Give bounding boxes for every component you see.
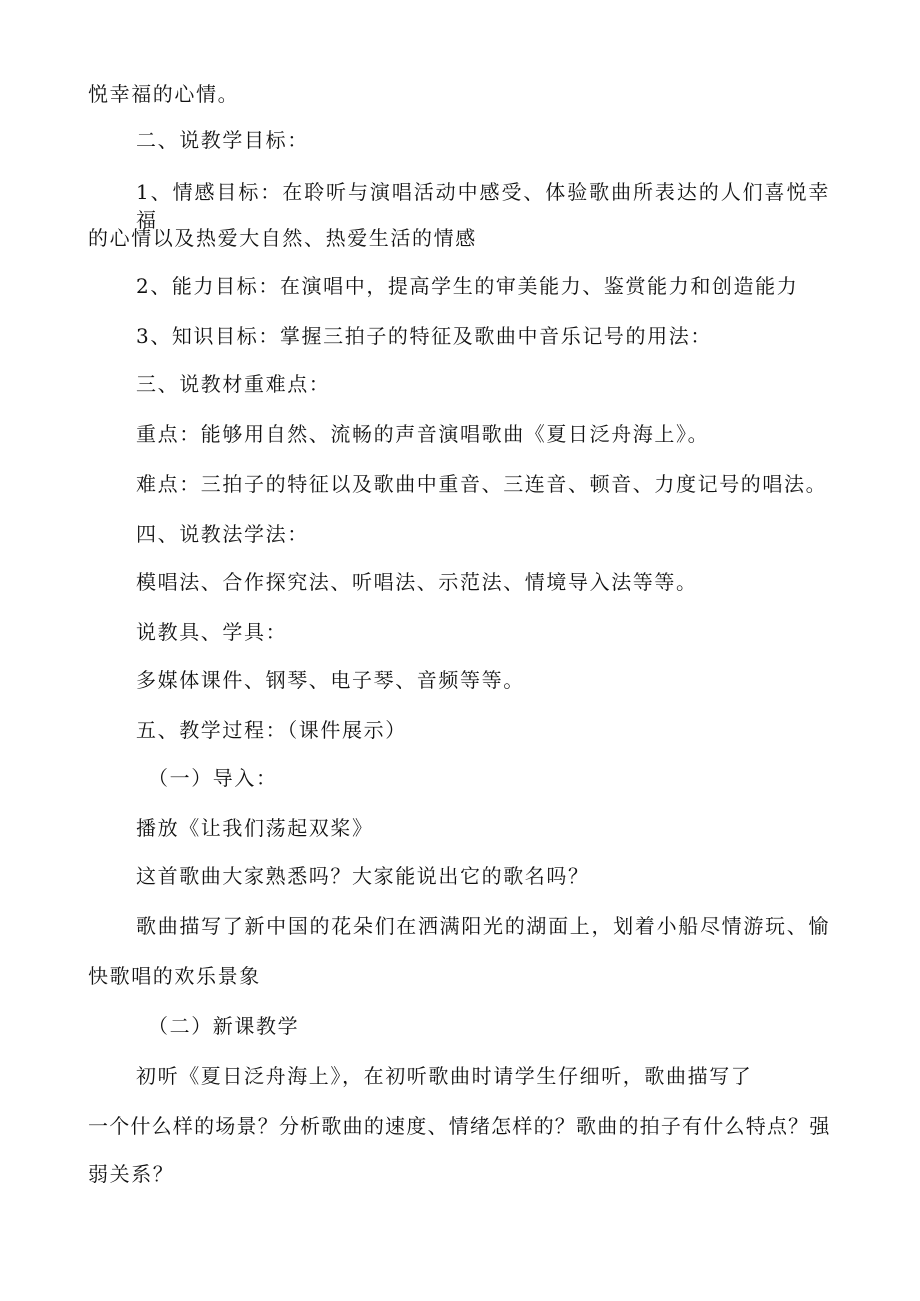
text-line-difficult-point: 难点：三拍子的特征以及歌曲中重音、三连音、顿音、力度记号的唱法。 <box>136 472 828 496</box>
heading-teaching-methods: 四、说教法学法： <box>136 522 309 546</box>
text-line-analysis: 一个什么样的场景？分析歌曲的速度、情绪怎样的？歌曲的拍子有什么特点？强 <box>88 1114 830 1138</box>
heading-teaching-aids: 说教具、学具： <box>136 620 288 644</box>
heading-new-lesson: （二）新课教学 <box>148 1014 300 1038</box>
text-line-methods: 模唱法、合作探究法、听唱法、示范法、情境导入法等等。 <box>136 570 698 594</box>
text-line-ability-goal: 2、能力目标：在演唱中，提高学生的审美能力、鉴赏能力和创造能力 <box>136 274 799 298</box>
heading-introduction: （一）导入： <box>148 766 278 790</box>
heading-teaching-goals: 二、说教学目标： <box>136 128 309 152</box>
text-line-knowledge-goal: 3、知识目标：掌握三拍子的特征及歌曲中音乐记号的用法： <box>136 324 712 348</box>
heading-key-difficult-points: 三、说教材重难点： <box>136 372 331 396</box>
text-line-question: 这首歌曲大家熟悉吗？大家能说出它的歌名吗？ <box>136 864 590 888</box>
text-line-1: 悦幸福的心情。 <box>88 82 240 106</box>
text-line-play-song: 播放《让我们荡起双桨》 <box>136 816 374 840</box>
text-line-first-listen: 初听《夏日泛舟海上》，在初听歌曲时请学生仔细听，歌曲描写了 <box>136 1064 753 1088</box>
text-line-song-description: 歌曲描写了新中国的花朵们在洒满阳光的湖面上，划着小船尽情游玩、愉 <box>136 914 830 938</box>
text-line-analysis-cont: 弱关系？ <box>88 1162 175 1186</box>
text-line-emotion-goal-cont: 的心情以及热爱大自然、热爱生活的情感 <box>88 226 477 250</box>
text-line-key-point: 重点：能够用自然、流畅的声音演唱歌曲《夏日泛舟海上》。 <box>136 422 710 446</box>
text-line-aids: 多媒体课件、钢琴、电子琴、音频等等。 <box>136 668 525 692</box>
heading-teaching-process: 五、教学过程：（课件展示） <box>136 718 407 742</box>
text-line-emotion-goal: 1、情感目标：在聆听与演唱活动中感受、体验歌曲所表达的人们喜悦幸福 <box>136 180 830 232</box>
text-line-song-description-cont: 快歌唱的欢乐景象 <box>88 964 261 988</box>
